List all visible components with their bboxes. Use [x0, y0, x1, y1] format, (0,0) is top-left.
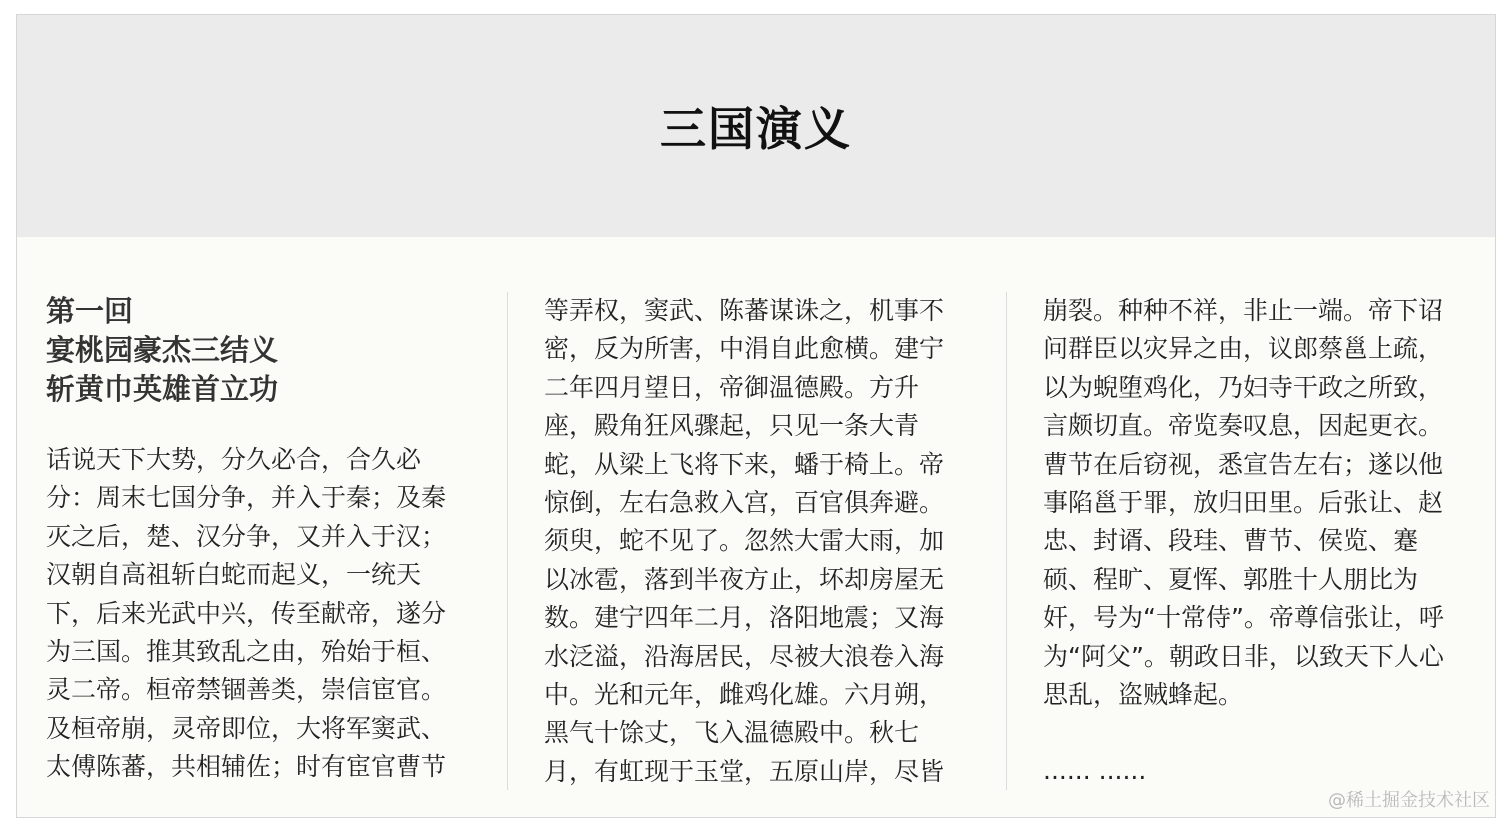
- text-line: 座，殿角狂风骤起，只见一条大青: [544, 411, 920, 441]
- text-line: 黑气十馀丈，飞入温德殿中。秋七: [544, 718, 920, 748]
- text-line: 以为蜺堕鸡化，乃妇寺干政之所致，: [1043, 372, 1444, 402]
- text-line: 问群臣以灾异之由，议郎蔡邕上疏，: [1043, 334, 1444, 364]
- text-line: 硕、程旷、夏恽、郭胜十人朋比为: [1043, 564, 1419, 594]
- text-line: 为“阿父”。朝政日非，以致天下人心: [1043, 641, 1444, 671]
- text-line: 崩裂。种种不祥，非止一端。帝下诏: [1043, 296, 1444, 325]
- column-divider: [507, 292, 508, 790]
- text-line: 水泛溢，沿海居民，尽被大浪卷入海: [544, 641, 945, 671]
- text-line: 忠、封谞、段珪、曹节、侯览、蹇: [1043, 526, 1419, 556]
- text-line: 及桓帝崩，灵帝即位，大将军窦武、: [46, 713, 447, 743]
- chapter-number: 第一回: [46, 294, 134, 328]
- text-line: 为三国。推其致乱之由，殆始于桓、: [46, 637, 447, 667]
- column-1-text: [46, 441, 466, 787]
- column-3: [1043, 292, 1463, 791]
- text-line: 下，后来光武中兴，传至献帝，遂分: [46, 598, 447, 628]
- text-line: 灭之后，楚、汉分争，又并入于汉；: [46, 521, 447, 551]
- text-line: 二年四月望日，帝御温德殿。方升: [544, 372, 920, 402]
- column-divider: [1006, 292, 1007, 790]
- page-title: 三国演义: [660, 102, 852, 156]
- text-line: 分：周末七国分争，并入于秦；及秦: [46, 483, 447, 513]
- text-line: 惊倒，左右急救入宫，百官俱奔避。: [544, 488, 945, 518]
- continuation-ellipsis: ...... ......: [1043, 756, 1147, 786]
- text-line: 曹节在后窃视，悉宣告左右；遂以他: [1043, 449, 1444, 479]
- header-banner: [17, 15, 1495, 237]
- chapter-title-line-1: 宴桃园豪杰三结义: [46, 333, 279, 367]
- chapter-heading: [46, 292, 466, 409]
- text-line: 中。光和元年，雌鸡化雄。六月朔，: [544, 680, 945, 710]
- text-line: 蛇，从梁上飞将下来，蟠于椅上。帝: [544, 449, 945, 479]
- chapter-title-line-2: 斩黄巾英雄首立功: [46, 372, 279, 406]
- text-line: 思乱，盗贼蜂起。: [1043, 680, 1244, 710]
- text-line: 汉朝自高祖斩白蛇而起义，一统天: [46, 560, 422, 590]
- text-line: 事陷邕于罪，放归田里。后张让、赵: [1043, 488, 1444, 518]
- watermark: @稀土掘金技术社区: [1328, 790, 1490, 811]
- text-line: 以冰雹，落到半夜方止，坏却房屋无: [544, 564, 945, 594]
- text-line: 言颇切直。帝览奏叹息，因起更衣。: [1043, 411, 1444, 441]
- text-line: 灵二帝。桓帝禁锢善类，崇信宦官。: [46, 675, 447, 705]
- text-line: 须臾，蛇不见了。忽然大雷大雨，加: [544, 526, 945, 556]
- column-1: [46, 292, 466, 787]
- column-2: [544, 292, 964, 791]
- text-line: 话说天下大势，分久必合，合久必: [46, 445, 422, 474]
- text-line: 等弄权，窦武、陈蕃谋诛之，机事不: [544, 296, 945, 325]
- content-area: [17, 237, 1495, 817]
- text-line: 太傅陈蕃，共相辅佐；时有宦官曹节: [46, 752, 447, 782]
- text-line: 奸，号为“十常侍”。帝尊信张让，呼: [1043, 603, 1444, 633]
- text-line: 月，有虹现于玉堂，五原山岸，尽皆: [544, 756, 945, 786]
- text-line: 密，反为所害，中涓自此愈横。建宁: [544, 334, 945, 364]
- text-line: 数。建宁四年二月，洛阳地震；又海: [544, 603, 945, 633]
- page-frame: [16, 14, 1496, 818]
